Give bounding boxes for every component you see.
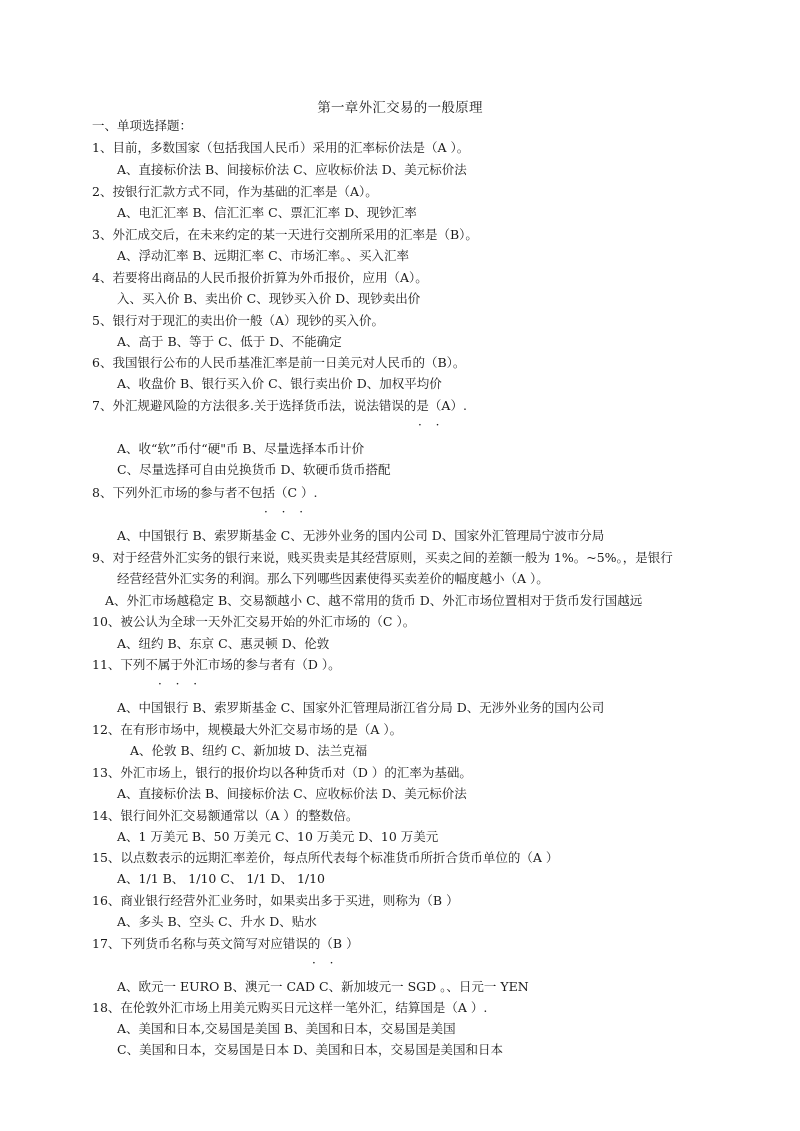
question-7: 7、外汇规避风险的方法很多.关于选择货币法，说法错误的是（A）. <box>92 398 467 413</box>
question-18-options-a: A、美国和日本,交易国是美国 B、美国和日本，交易国是美国 <box>117 1021 456 1036</box>
question-5: 5、银行对于现汇的卖出价一般（A）现钞的买入价。 <box>92 313 384 328</box>
question-14-options: A、1 万美元 B、50 万美元 C、10 万美元 D、10 万美元 <box>117 829 439 844</box>
question-4: 4、若要将出商品的人民币报价折算为外币报价，应用（A）。 <box>92 270 428 285</box>
question-2: 2、按银行汇款方式不同，作为基础的汇率是（A）。 <box>92 184 378 199</box>
question-2-options: A、电汇汇率 B、信汇汇率 C、票汇汇率 D、现钞汇率 <box>117 205 417 220</box>
question-1-options: A、直接标价法 B、间接标价法 C、应收标价法 D、美元标价法 <box>117 162 467 177</box>
question-12-options: A、伦敦 B、纽约 C、新加坡 D、法兰克福 <box>130 743 368 758</box>
question-1: 1、目前，多数国家（包括我国人民币）采用的汇率标价法是（A ）。 <box>92 140 470 155</box>
question-9: 9、对于经营外汇实务的银行来说，贱买贵卖是其经营原则，买卖之间的差额一般为 1%。~5%。，是银行 <box>92 550 673 565</box>
question-15-options: A、1/1 B、 1/10 C、 1/1 D、 1/10 <box>117 871 326 886</box>
question-16-options: A、多头 B、空头 C、升水 D、贴水 <box>117 914 317 929</box>
question-4-options: 入、买入价 B、卖出价 C、现钞买入价 D、现钞卖出价 <box>117 291 421 306</box>
question-18-options-c: C、美国和日本，交易国是日本 D、美国和日本，交易国是美国和日本 <box>117 1042 504 1057</box>
emphasis-dots: · · · <box>158 677 203 691</box>
question-6: 6、我国银行公布的人民币基准汇率是前一日美元对人民币的（B）。 <box>92 355 466 370</box>
question-11-options: A、中国银行 B、索罗斯基金 C、国家外汇管理局浙江省分局 D、无涉外业务的国内公司 <box>117 700 605 715</box>
emphasis-dots: · · <box>418 418 445 432</box>
question-17: 17、下列货币名称与英文简写对应错误的（B ） <box>92 936 359 951</box>
question-3-options: A、浮动汇率 B、远期汇率 C、市场汇率。、买入汇率 <box>117 248 409 263</box>
question-10-options: A、纽约 B、东京 C、惠灵顿 D、伦敦 <box>117 636 330 651</box>
question-14: 14、银行间外汇交易额通常以（A ）的整数倍。 <box>92 808 359 823</box>
question-6-options: A、收盘价 B、银行买入价 C、银行卖出价 D、加权平均价 <box>117 376 442 391</box>
question-17-options: A、欧元一 EURO B、澳元一 CAD C、新加坡元一 SGD 。、日元一 YEN <box>117 979 529 994</box>
question-12: 12、在有形市场中，规模最大外汇交易市场的是（A ）。 <box>92 722 403 737</box>
question-7-options-a: A、收“软”币付“硬"币 B、尽量选择本币计价 <box>117 441 365 456</box>
emphasis-dots: · · · <box>264 505 309 519</box>
question-9-continued: 经营经营外汇实务的利润。那么下列哪些因素使得买卖差价的幅度越小（A ）。 <box>117 571 549 586</box>
question-11: 11、下列不属于外汇市场的参与者有（D ）。 <box>92 657 341 672</box>
question-8-options: A、中国银行 B、索罗斯基金 C、无涉外业务的国内公司 D、国家外汇管理局宁波市分局 <box>117 528 605 543</box>
question-10: 10、被公认为全球一天外汇交易开始的外汇市场的（C ）。 <box>92 614 416 629</box>
section-heading: 一、单项选择题： <box>92 118 193 133</box>
question-7-options-c: C、尽量选择可自由兑换货币 D、软硬币货币搭配 <box>117 462 391 477</box>
question-18: 18、在伦敦外汇市场上用美元购买日元这样一笔外汇，结算国是（A ）. <box>92 1000 488 1015</box>
question-5-options: A、高于 B、等于 C、低于 D、不能确定 <box>117 334 342 349</box>
chapter-title: 第一章外汇交易的一般原理 <box>317 100 483 116</box>
question-9-options: A、外汇市场越稳定 B、交易额越小 C、越不常用的货币 D、外汇市场位置相对于货币发行国越远 <box>105 593 643 608</box>
question-8: 8、下列外汇市场的参与者不包括（C ）. <box>92 485 318 500</box>
emphasis-dots: · · <box>312 956 339 970</box>
question-16: 16、商业银行经营外汇业务时，如果卖出多于买进，则称为（B ） <box>92 893 459 908</box>
question-13: 13、外汇市场上，银行的报价均以各种货币对（D ）的汇率为基础。 <box>92 765 472 780</box>
question-13-options: A、直接标价法 B、间接标价法 C、应收标价法 D、美元标价法 <box>117 786 467 801</box>
question-3: 3、外汇成交后，在未来约定的某一天进行交割所采用的汇率是（B）。 <box>92 227 478 242</box>
question-15: 15、以点数表示的远期汇率差价，每点所代表每个标准货币所折合货币单位的（A ） <box>92 850 559 865</box>
